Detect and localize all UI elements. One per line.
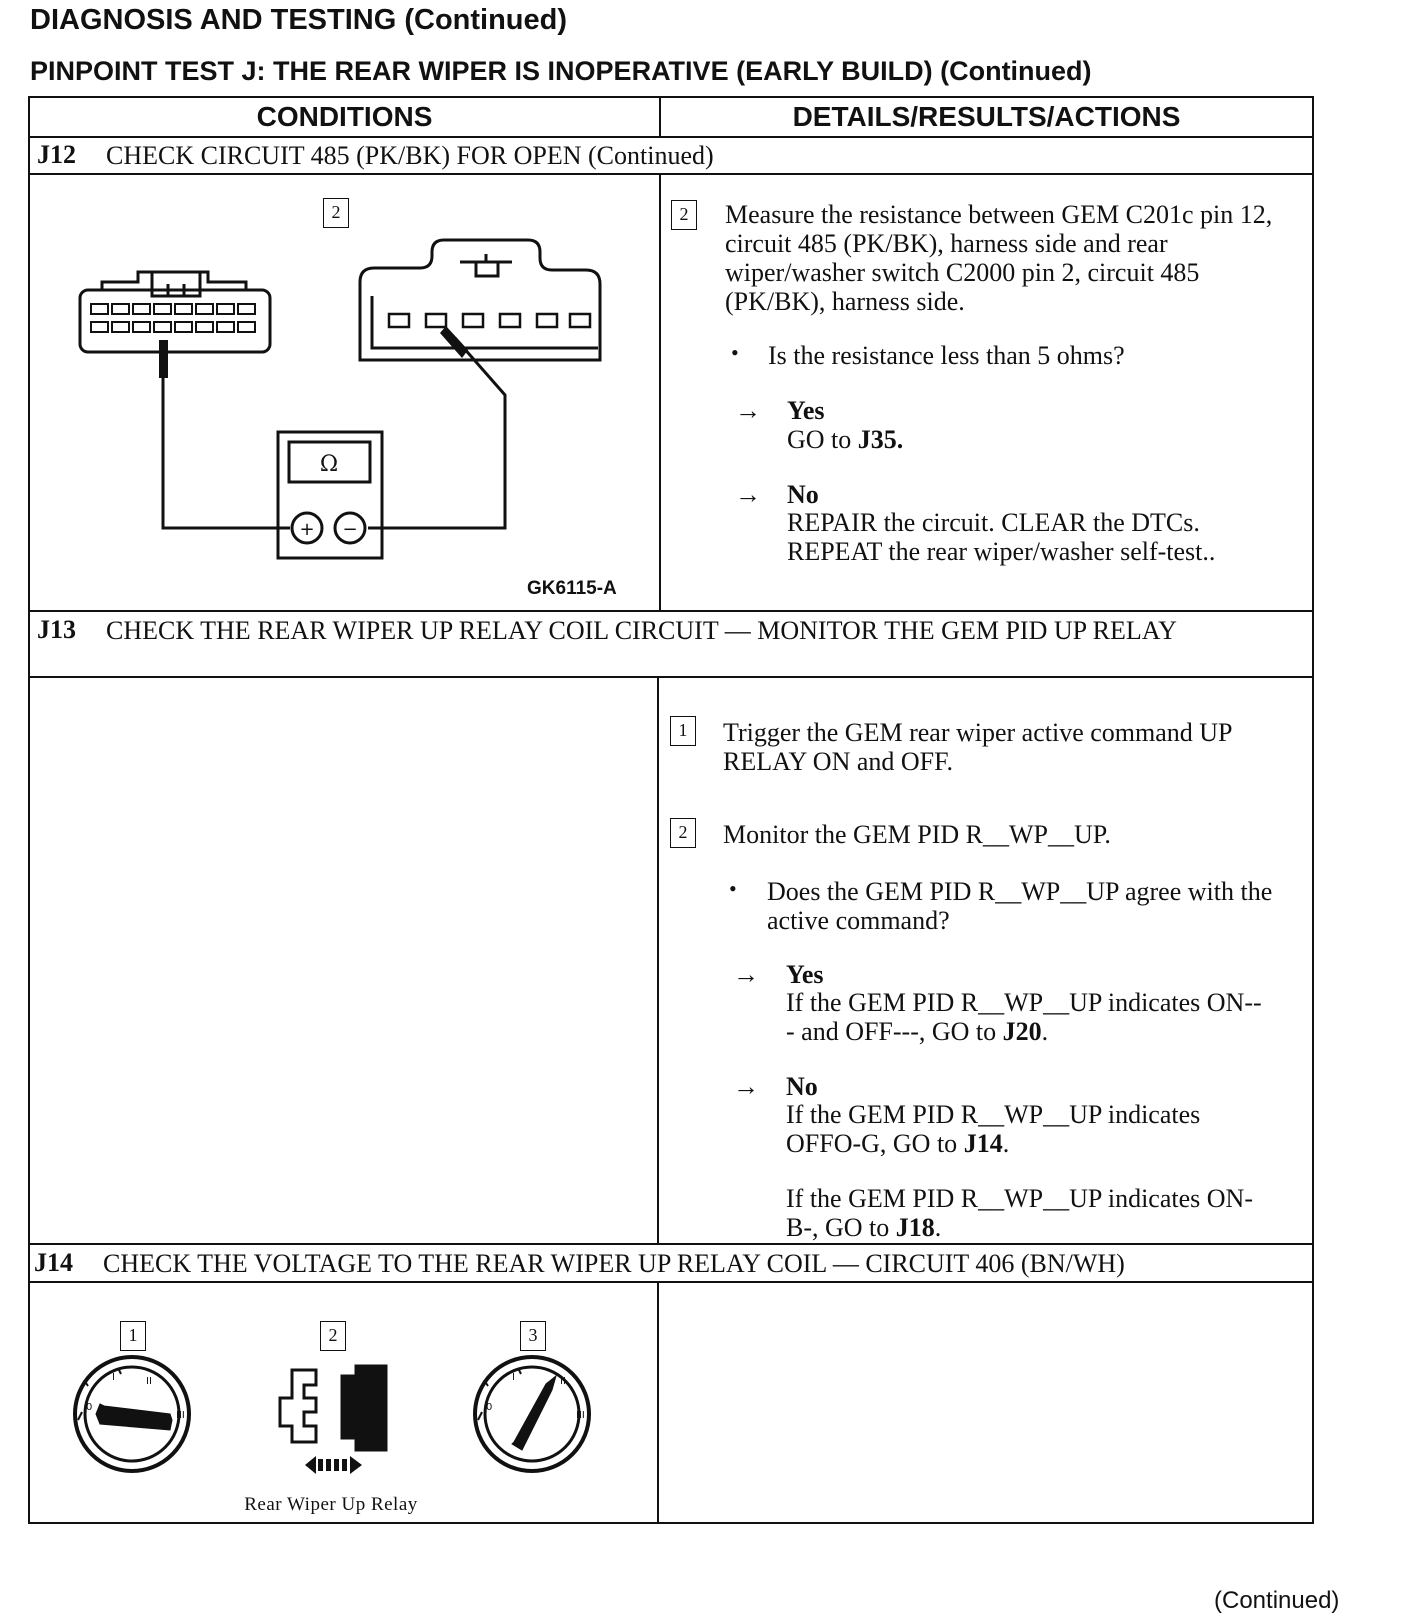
j13-bullet: • xyxy=(729,876,737,901)
j13-yes-label: Yes xyxy=(786,960,824,989)
j12-yes-label: Yes xyxy=(787,396,825,425)
j13-no-label: No xyxy=(786,1072,818,1101)
pinpoint-test-title: PINPOINT TEST J: THE REAR WIPER IS INOPERATIVE (EARLY BUILD) (Continued) xyxy=(30,56,1092,86)
j14-fig-step3-box: 3 xyxy=(520,1321,546,1351)
j12-step-title: CHECK CIRCUIT 485 (PK/BK) FOR OPEN (Continued) xyxy=(106,141,714,170)
j12-figure-step-box: 2 xyxy=(323,198,349,228)
ignition-switch-off xyxy=(75,1357,189,1471)
j13-step1-box: 1 xyxy=(670,716,696,746)
j13-no-arrow: → xyxy=(733,1072,759,1101)
j13-step-id: J13 xyxy=(37,615,76,644)
j14-figure xyxy=(0,0,660,1524)
svg-text:0: 0 xyxy=(486,1402,493,1413)
rear-wiper-up-relay xyxy=(280,1366,386,1450)
svg-text:III: III xyxy=(176,1410,185,1421)
j13-yes-arrow: → xyxy=(733,960,759,989)
j13-step2-text: Monitor the GEM PID R__WP__UP. xyxy=(723,820,1111,849)
ohm-symbol: Ω xyxy=(319,452,339,477)
j12-step-text: Measure the resistance between GEM C201c pin 12, circuit 485 (PK/BK), harness side and rear wiper/washer switch C2000 pin 2, circuit 485 (PK/BK), harness side. xyxy=(725,200,1273,316)
plus-terminal: + xyxy=(299,519,315,540)
j14-step-id: J14 xyxy=(34,1248,73,1277)
ignition-switch-run xyxy=(475,1357,589,1471)
svg-text:II: II xyxy=(146,1376,152,1387)
j13-question: Does the GEM PID R__WP__UP agree with the active command? xyxy=(767,877,1273,935)
j13-no-action-1: If the GEM PID R__WP__UP indicates OFFO-G, GO to J14. xyxy=(786,1100,1201,1158)
svg-text:I: I xyxy=(512,1372,515,1383)
j14-figure-caption: Rear Wiper Up Relay xyxy=(244,1494,418,1515)
details-header: DETAILS/RESULTS/ACTIONS xyxy=(792,101,1181,132)
j12-figure-id: GK6115-A xyxy=(527,578,617,599)
j13-step-title: CHECK THE REAR WIPER UP RELAY COIL CIRCUIT — MONITOR THE GEM PID UP RELAY xyxy=(106,616,1177,645)
svg-text:I: I xyxy=(112,1372,115,1383)
j14-step-title: CHECK THE VOLTAGE TO THE REAR WIPER UP RELAY COIL — CIRCUIT 406 (BN/WH) xyxy=(103,1249,1125,1278)
disconnect-arrow xyxy=(305,1456,362,1474)
j13-step2-box: 2 xyxy=(670,818,696,848)
j12-no-arrow: → xyxy=(735,480,761,509)
j14-fig-step1-box: 1 xyxy=(120,1321,146,1351)
j12-step-number-box: 2 xyxy=(671,200,697,230)
conditions-header: CONDITIONS xyxy=(256,101,433,132)
j12-bullet: • xyxy=(731,340,739,365)
j12-yes-action: GO to J35. xyxy=(787,425,904,454)
continued-note: (Continued) xyxy=(1214,1587,1340,1614)
j12-no-label: No xyxy=(787,480,819,509)
svg-text:III: III xyxy=(576,1410,585,1421)
j14-fig-step2-box: 2 xyxy=(320,1321,346,1351)
svg-text:0: 0 xyxy=(86,1402,93,1413)
j13-no-action-2: If the GEM PID R__WP__UP indicates ON-B-, GO to J18. xyxy=(786,1184,1253,1242)
page-title: DIAGNOSIS AND TESTING (Continued) xyxy=(30,4,568,36)
j12-yes-arrow: → xyxy=(735,396,761,425)
j13-yes-action: If the GEM PID R__WP__UP indicates ON--- and OFF---, GO to J20. xyxy=(786,988,1262,1046)
j12-step-id: J12 xyxy=(37,140,76,169)
j12-question: Is the resistance less than 5 ohms? xyxy=(768,341,1125,370)
svg-text:II: II xyxy=(560,1376,566,1387)
minus-terminal: − xyxy=(342,519,358,540)
j13-step1-text: Trigger the GEM rear wiper active command UP RELAY ON and OFF. xyxy=(723,718,1232,776)
j12-no-action: REPAIR the circuit. CLEAR the DTCs. REPEAT the rear wiper/washer self-test.. xyxy=(787,508,1216,566)
